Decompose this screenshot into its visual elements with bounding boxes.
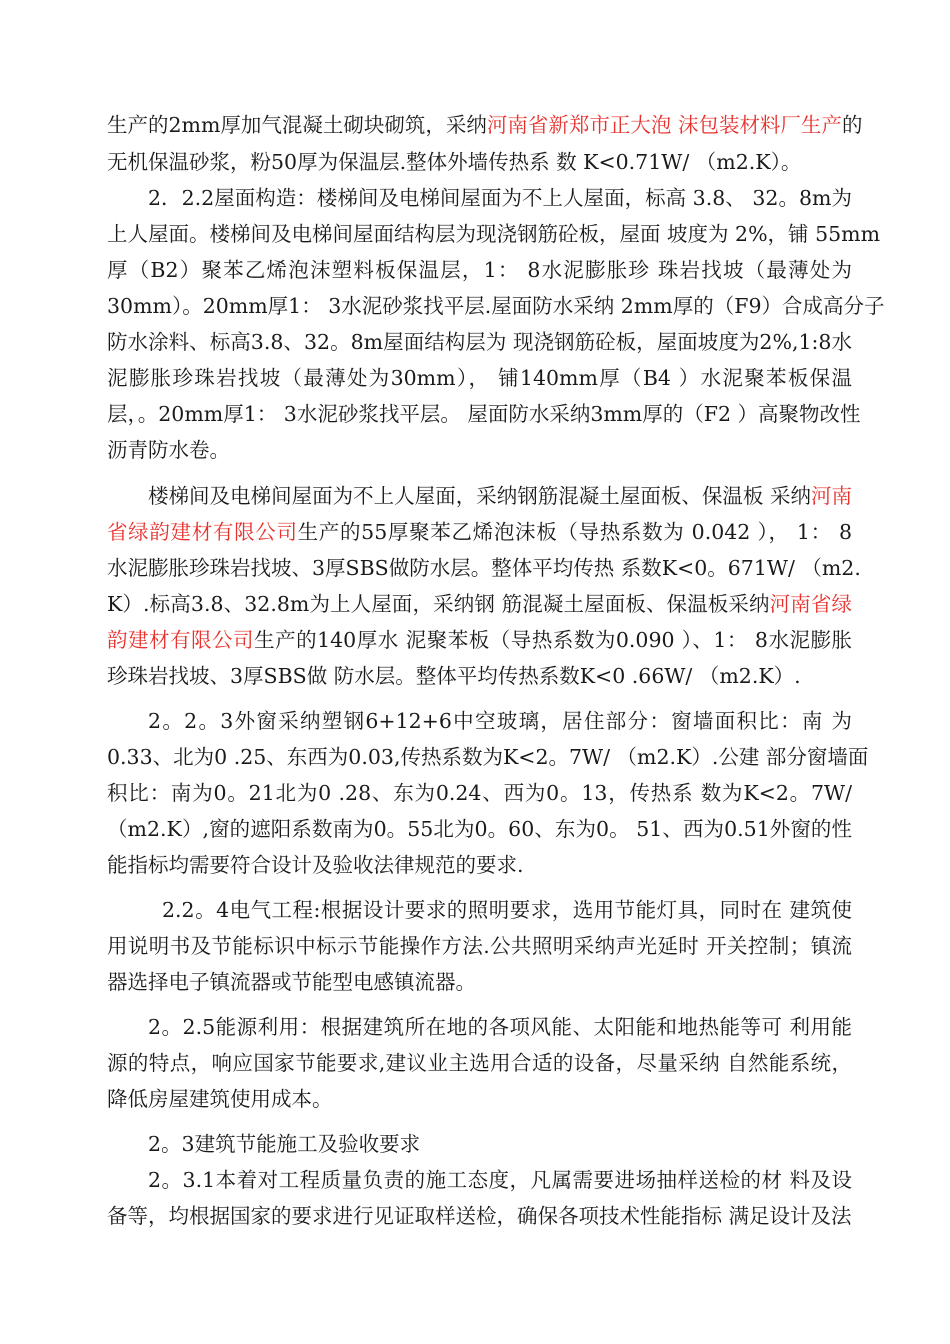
text-segment: 防水涂料、标高3.8、32。8m屋面结构层为 现浇钢筋砼板，屋面坡度为2%,1:8水 xyxy=(107,330,852,354)
text-segment: 源的特点，响应国家节能要求,建议业主选用合适的设备，尽量采纳 自然能系统， xyxy=(107,1051,852,1075)
text-line xyxy=(107,222,881,246)
text-line xyxy=(148,484,852,508)
highlighted-company-name: 省绿韵建材有限公司 xyxy=(107,520,298,544)
text-segment: 积比：南为0。21北为0 .28、东为0.24、西为0。13，传热系 数为K<2。7W/ xyxy=(107,781,852,805)
text-segment: 30mm）。20mm厚1： 3水泥砂浆找平层.屋面防水采纳 2mm厚的（F9）合成高分子 xyxy=(107,294,885,318)
text-segment: 2。3.1本着对工程质量负责的施工态度，凡属需要进场抽样送检的材 料及设 xyxy=(148,1168,852,1192)
text-segment: 的 xyxy=(841,113,863,137)
text-line xyxy=(107,745,869,769)
text-line xyxy=(107,520,852,544)
text-line xyxy=(107,366,852,390)
text-segment: 无机保温砂浆，粉50厚为保温层.整体外墙传热系 数 K<0.71W/ （m2.K）。 xyxy=(107,150,802,174)
text-segment: 珍珠岩找坡、3厚SBS做 防水层。整体平均传热系数K<0 .66W/ （m2.K）. xyxy=(107,664,801,688)
text-line xyxy=(148,709,852,733)
text-segment: 2．2.2屋面构造：楼梯间及电梯间屋面为不上人屋面，标高 3.8、 32。8m为 xyxy=(148,186,852,210)
text-segment: 降低房屋建筑使用成本。 xyxy=(107,1087,333,1111)
text-segment: 2。2.5能源利用：根据建筑所在地的各项风能、太阳能和地热能等可 利用能 xyxy=(148,1015,852,1039)
text-segment: 2。2。3外窗采纳塑钢6+12+6中空玻璃，居住部分：窗墙面积比：南 为 xyxy=(148,709,852,733)
text-line xyxy=(107,664,852,688)
text-segment: K）.标高3.8、32.8m为上人屋面，采纳钢 筋混凝土屋面板、保温板采纳 xyxy=(107,592,770,616)
text-segment: 层，。20mm厚1： 3水泥砂浆找平层。 屋面防水采纳3mm厚的（F2 ）高聚物改性 xyxy=(107,402,861,426)
text-line xyxy=(148,1168,852,1192)
text-segment: 器选择电子镇流器或节能型电感镇流器。 xyxy=(107,970,476,994)
text-line xyxy=(107,853,852,877)
text-segment: 2.2。4电气工程:根据设计要求的照明要求，选用节能灯具，同时在 建筑使 xyxy=(162,898,852,922)
text-segment: （m2.K）,窗的遮阳系数南为0。55北为0。60、东为0。 51、西为0.51外窗的性 xyxy=(107,817,852,841)
text-line xyxy=(148,186,852,210)
text-line xyxy=(107,970,852,994)
text-line xyxy=(148,1015,852,1039)
text-segment: 生产的2mm厚加气混凝土砌块砌筑，采纳 xyxy=(107,113,487,137)
highlighted-company-name: 河南省绿 xyxy=(769,592,852,616)
text-line xyxy=(107,556,861,580)
text-line xyxy=(107,402,861,426)
text-segment: 能指标均需要符合设计及验收法律规范的要求. xyxy=(107,853,524,877)
text-line xyxy=(107,934,852,958)
text-segment: 泥膨胀珍珠岩找坡（最薄处为30mm）， 铺140mm厚（B4 ）水泥聚苯板保温 xyxy=(107,366,852,390)
text-line xyxy=(107,258,852,282)
text-line xyxy=(107,330,852,354)
text-segment: 上人屋面。楼梯间及电梯间屋面结构层为现浇钢筋砼板，屋面 坡度为 2%，铺 55mm xyxy=(107,222,881,246)
text-segment: 厚（B2）聚苯乙烯泡沫塑料板保温层，1： 8水泥膨胀珍 珠岩找坡（最薄处为 xyxy=(107,258,852,282)
text-line xyxy=(107,1087,852,1111)
text-segment: 沥青防水卷。 xyxy=(107,438,230,462)
highlighted-company-name: 河南省新郑市正大泡 沫包装材料厂生产 xyxy=(486,113,842,137)
text-line xyxy=(162,898,852,922)
text-segment: 水泥膨胀珍珠岩找坡、3厚SBS做防水层。整体平均传热 系数K<0。671W/ （m2. xyxy=(107,556,861,580)
text-line xyxy=(107,781,852,805)
text-line xyxy=(107,628,852,652)
highlighted-company-name: 韵建材有限公司 xyxy=(107,628,255,652)
text-segment: 生产的55厚聚苯乙烯泡沫板（导热系数为 0.042 ）， 1： 8 xyxy=(297,520,852,544)
text-segment: 生产的140厚水 泥聚苯板（导热系数为0.090 ）、1： 8水泥膨胀 xyxy=(254,628,852,652)
text-segment: 用说明书及节能标识中标示节能操作方法.公共照明采纳声光延时 开关控制；镇流 xyxy=(107,934,852,958)
text-line xyxy=(107,817,852,841)
text-segment: 2。3建筑节能施工及验收要求 xyxy=(148,1132,421,1156)
text-line xyxy=(148,1132,852,1156)
text-line xyxy=(107,1051,852,1075)
text-segment: 0.33、北为0 .25、东西为0.03,传热系数为K<2。7W/ （m2.K）.公建 部分窗墙面 xyxy=(107,745,869,769)
highlighted-company-name: 河南 xyxy=(810,484,852,508)
text-line xyxy=(107,1204,852,1228)
text-line xyxy=(107,438,852,462)
text-segment: 备等，均根据国家的要求进行见证取样送检，确保各项技术性能指标 满足设计及法 xyxy=(107,1204,852,1228)
text-line xyxy=(107,592,852,616)
text-line xyxy=(107,294,885,318)
text-segment: 楼梯间及电梯间屋面为不上人屋面，采纳钢筋混凝土屋面板、保温板 采纳 xyxy=(148,484,811,508)
text-line xyxy=(107,150,852,174)
text-line xyxy=(107,113,863,137)
